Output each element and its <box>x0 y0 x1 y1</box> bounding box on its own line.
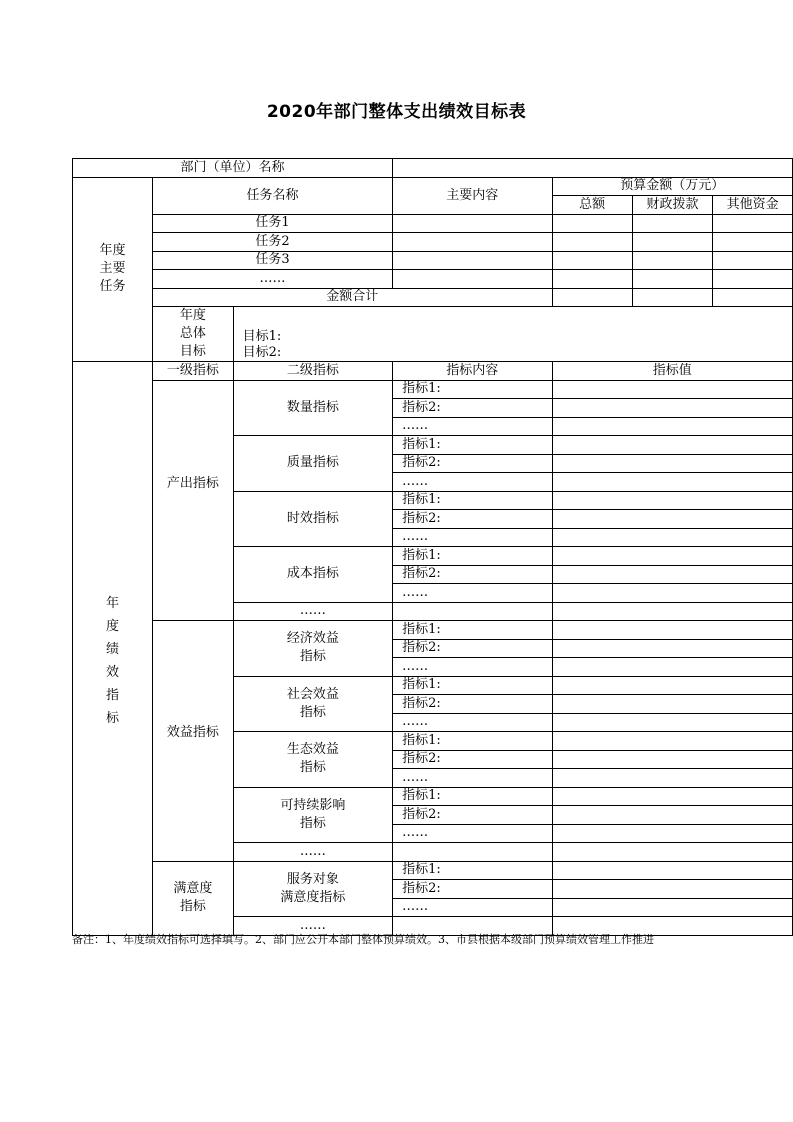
indicator-value-cell[interactable] <box>552 787 792 806</box>
level1-header: 一级指标 <box>153 362 234 381</box>
indicator-value-cell[interactable] <box>552 491 792 510</box>
level2-timeliness: 时效指标 <box>233 491 392 547</box>
indicator-item[interactable] <box>393 602 552 621</box>
level2-service-satisfaction: 服务对象 满意度指标 <box>233 861 392 917</box>
task-total-cell[interactable] <box>552 251 632 270</box>
task-other-cell[interactable] <box>713 233 793 252</box>
indicator-item[interactable]: 指标1: <box>393 676 552 695</box>
indicator-value-cell[interactable] <box>552 584 792 603</box>
level2-economic: 经济效益 指标 <box>233 621 392 677</box>
budget-fiscal-header: 财政拨款 <box>632 196 713 215</box>
indicator-item[interactable]: …… <box>393 658 552 677</box>
indicator-item[interactable]: 指标1: <box>393 732 552 751</box>
main-content-header: 主要内容 <box>393 177 552 214</box>
indicator-value-cell[interactable] <box>552 676 792 695</box>
task-fiscal-cell[interactable] <box>632 270 713 289</box>
annual-main-tasks-label: 年度 主要 任务 <box>73 177 153 362</box>
level2-header: 二级指标 <box>233 362 392 381</box>
task-fiscal-cell[interactable] <box>632 233 713 252</box>
indicator-item[interactable]: 指标2: <box>393 750 552 769</box>
indicator-item[interactable]: 指标2: <box>393 510 552 529</box>
level2-sustainable: 可持续影响 指标 <box>233 787 392 843</box>
performance-target-form <box>72 158 793 936</box>
indicator-value-cell[interactable] <box>552 750 792 769</box>
indicator-value-cell[interactable] <box>552 713 792 732</box>
annual-performance-indicators-label: 年 度 绩 效 指 标 <box>73 362 153 936</box>
indicator-item[interactable]: 指标2: <box>393 399 552 418</box>
indicator-value-cell[interactable] <box>552 806 792 825</box>
indicator-item[interactable]: …… <box>393 473 552 492</box>
goal-2: 目标2: <box>242 345 282 360</box>
level2-quality: 质量指标 <box>233 436 392 492</box>
indicator-item[interactable]: …… <box>393 584 552 603</box>
level2-more: …… <box>233 602 392 621</box>
level2-more: …… <box>233 843 392 862</box>
indicator-item[interactable]: 指标1: <box>393 436 552 455</box>
budget-total-header: 总额 <box>552 196 632 215</box>
indicator-value-cell[interactable] <box>552 639 792 658</box>
indicator-item[interactable] <box>393 843 552 862</box>
indicator-value-cell[interactable] <box>552 417 792 436</box>
indicator-value-cell[interactable] <box>552 528 792 547</box>
task-content-cell[interactable] <box>393 233 552 252</box>
level2-ecological: 生态效益 指标 <box>233 732 392 788</box>
indicator-item[interactable]: …… <box>393 713 552 732</box>
dept-unit-name-field[interactable] <box>393 159 793 178</box>
indicator-value-cell[interactable] <box>552 843 792 862</box>
annual-overall-goals-label: 年度 总体 目标 <box>153 307 234 362</box>
level2-quantity: 数量指标 <box>233 380 392 436</box>
level2-cost: 成本指标 <box>233 547 392 603</box>
indicator-value-cell[interactable] <box>552 732 792 751</box>
task-content-cell[interactable] <box>393 251 552 270</box>
indicator-value-cell[interactable] <box>552 695 792 714</box>
dept-unit-name-label: 部门（单位）名称 <box>73 159 393 178</box>
level2-more: …… <box>233 917 392 936</box>
indicator-item[interactable]: …… <box>393 417 552 436</box>
indicator-value-cell[interactable] <box>552 510 792 529</box>
indicator-item[interactable]: 指标2: <box>393 806 552 825</box>
indicator-value-cell[interactable] <box>552 861 792 880</box>
indicator-value-header: 指标值 <box>552 362 792 381</box>
indicator-value-cell[interactable] <box>552 380 792 399</box>
indicator-item[interactable]: 指标1: <box>393 380 552 399</box>
level1-output-indicators: 产出指标 <box>153 380 234 621</box>
indicator-item[interactable]: 指标1: <box>393 547 552 566</box>
indicator-value-cell[interactable] <box>552 824 792 843</box>
amount-fiscal-cell[interactable] <box>632 288 713 307</box>
indicator-item[interactable]: 指标1: <box>393 491 552 510</box>
level1-satisfaction-indicators: 满意度 指标 <box>153 861 234 935</box>
task-name-cell: 任务3 <box>153 251 393 270</box>
overall-goals-field[interactable] <box>233 307 792 362</box>
indicator-item[interactable]: …… <box>393 824 552 843</box>
task-total-cell[interactable] <box>552 233 632 252</box>
indicator-value-cell[interactable] <box>552 473 792 492</box>
task-other-cell[interactable] <box>713 214 793 233</box>
indicator-item[interactable]: …… <box>393 528 552 547</box>
task-content-cell[interactable] <box>393 270 552 289</box>
task-other-cell[interactable] <box>713 251 793 270</box>
indicator-item[interactable]: …… <box>393 898 552 917</box>
indicator-item[interactable]: 指标1: <box>393 861 552 880</box>
indicator-value-cell[interactable] <box>552 602 792 621</box>
indicator-value-cell[interactable] <box>552 898 792 917</box>
indicator-item[interactable]: 指标2: <box>393 565 552 584</box>
amount-other-cell[interactable] <box>713 288 793 307</box>
task-total-cell[interactable] <box>552 214 632 233</box>
task-fiscal-cell[interactable] <box>632 251 713 270</box>
indicator-value-cell[interactable] <box>552 621 792 640</box>
indicator-item[interactable]: …… <box>393 769 552 788</box>
remarks-note: 备注：1、年度绩效指标可选择填写。2、部门应公开本部门整体预算绩效。3、市县根据本级部门预算绩效管理工作推进 <box>72 933 654 946</box>
indicator-item[interactable]: 指标2: <box>393 880 552 899</box>
level1-benefit-indicators: 效益指标 <box>153 621 234 862</box>
budget-other-header: 其他资金 <box>713 196 793 215</box>
task-content-cell[interactable] <box>393 214 552 233</box>
indicator-value-cell[interactable] <box>552 880 792 899</box>
page-title: 2020年部门整体支出绩效目标表 <box>266 102 527 122</box>
indicator-item[interactable]: 指标2: <box>393 454 552 473</box>
level2-social: 社会效益 指标 <box>233 676 392 732</box>
indicator-value-cell[interactable] <box>552 454 792 473</box>
task-name-cell: …… <box>153 270 393 289</box>
task-other-cell[interactable] <box>713 270 793 289</box>
indicator-value-cell[interactable] <box>552 399 792 418</box>
indicator-value-cell[interactable] <box>552 547 792 566</box>
task-name-header: 任务名称 <box>153 177 393 214</box>
amount-total-label: 金额合计 <box>153 288 553 307</box>
indicator-content-header: 指标内容 <box>393 362 552 381</box>
task-fiscal-cell[interactable] <box>632 214 713 233</box>
task-name-cell: 任务1 <box>153 214 393 233</box>
indicator-value-cell[interactable] <box>552 436 792 455</box>
task-name-cell: 任务2 <box>153 233 393 252</box>
budget-amount-header: 预算金额（万元） <box>552 177 792 196</box>
indicator-item[interactable]: 指标1: <box>393 621 552 640</box>
amount-total-cell[interactable] <box>552 288 632 307</box>
indicator-item[interactable]: 指标2: <box>393 695 552 714</box>
task-total-cell[interactable] <box>552 270 632 289</box>
indicator-value-cell[interactable] <box>552 565 792 584</box>
indicator-value-cell[interactable] <box>552 658 792 677</box>
indicator-item[interactable]: 指标2: <box>393 639 552 658</box>
indicator-value-cell[interactable] <box>552 769 792 788</box>
goal-1: 目标1: <box>242 329 282 344</box>
indicator-item[interactable]: 指标1: <box>393 787 552 806</box>
